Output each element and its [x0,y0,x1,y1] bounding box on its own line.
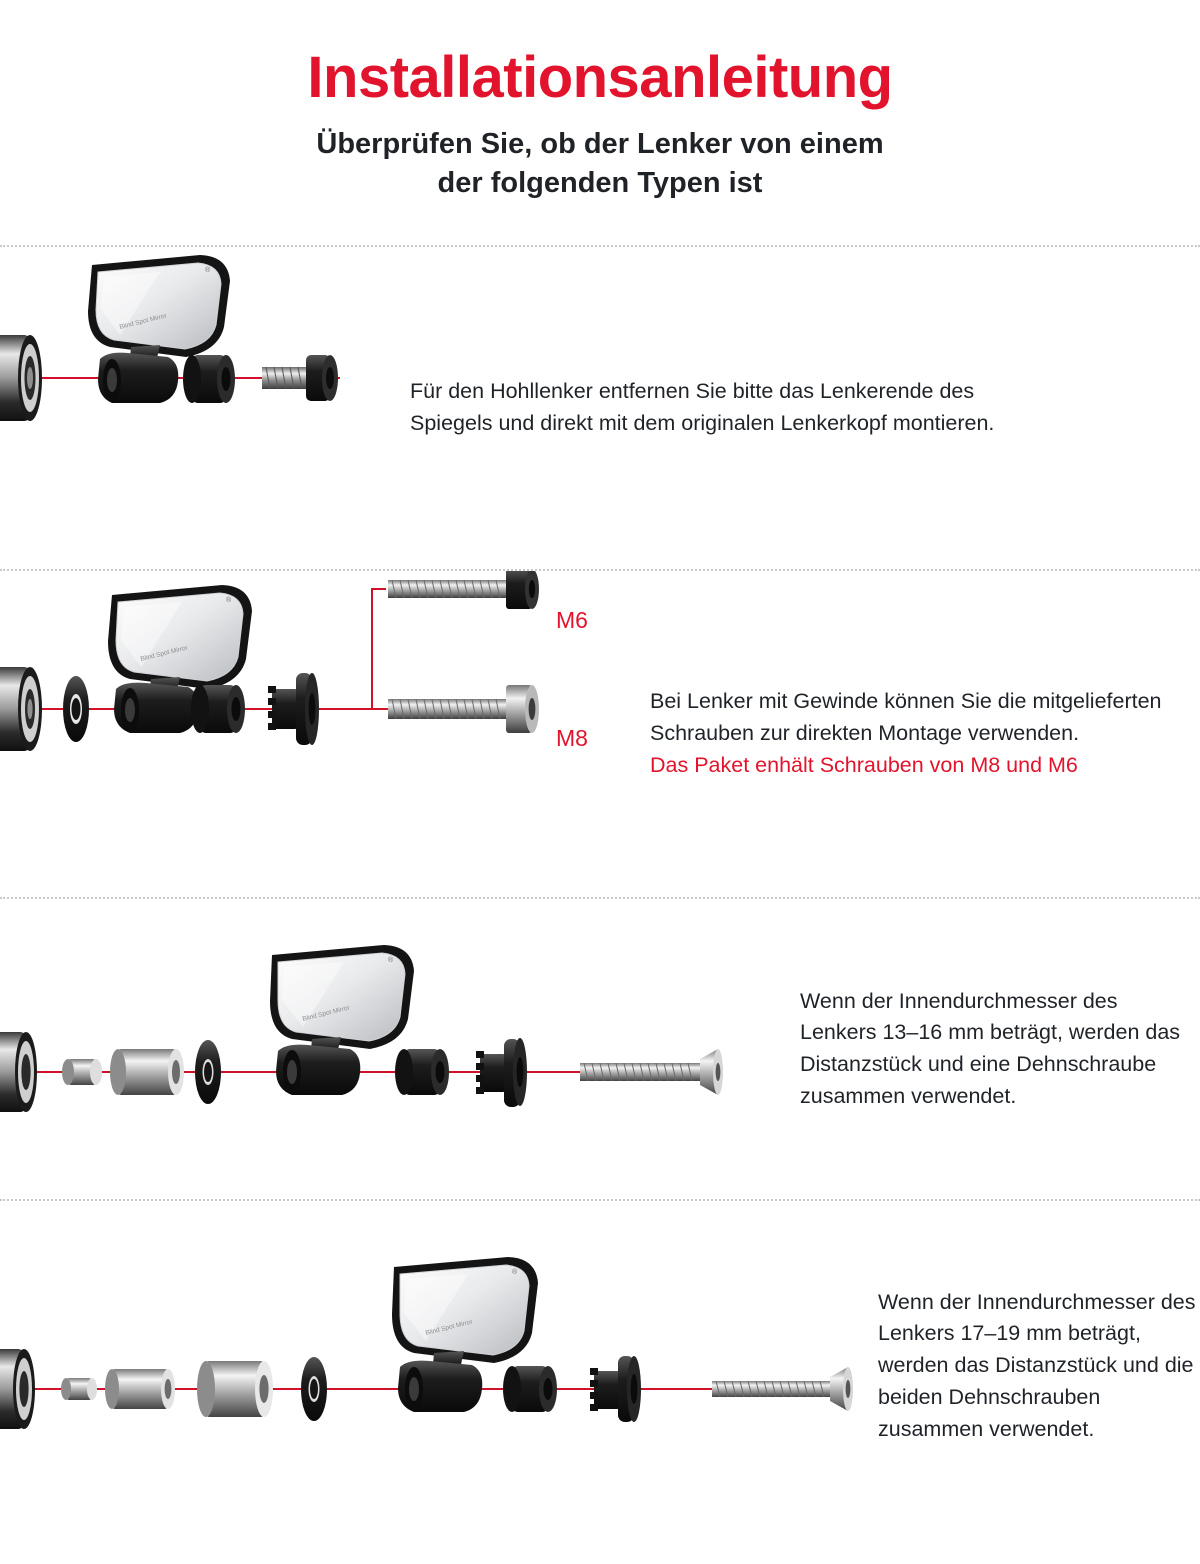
part-handlebar-tube [0,1349,35,1429]
exploded-view-2 [0,571,630,897]
svg-text:Blind Spot Mirror: Blind Spot Mirror [118,312,168,332]
svg-text:®: ® [512,1269,518,1277]
part-splined-adapter [268,673,319,745]
part-long-screw [712,1367,853,1411]
label-m6: M6 [556,607,588,634]
figure-threaded-handlebar [0,571,630,897]
section-hollow-handlebar [0,247,1200,569]
part-sleeve-small [105,1369,175,1409]
figure-inner-diameter-13-16 [0,899,790,1199]
svg-text:®: ® [226,597,232,605]
exploded-view-4 [0,1201,870,1531]
section-2-text [630,686,1170,781]
figure-hollow-handlebar [0,247,400,569]
part-bolt-m6 [388,571,539,609]
part-end-bolt [262,355,338,401]
section-4-text: Wenn der Innendurchmesser des Lenkers 17–19 mm beträgt, werden das Distanzstück und die beiden Dehnschrauben zusammen verwendet. [878,1289,1196,1441]
section-inner-diameter-17-19 [0,1201,1200,1531]
part-handlebar-tube [0,667,42,751]
part-spacer-ring [183,355,235,403]
section-1-text: Für den Hohllenker entfernen Sie bitte das Lenkerende des Spiegels und direkt mit dem originalen Lenkerkopf montieren. [410,379,995,436]
svg-text:Blind Spot Mirror: Blind Spot Mirror [139,644,189,664]
part-expansion-nut [62,1059,102,1085]
svg-text:Blind Spot Mirror: Blind Spot Mirror [424,1318,474,1338]
page-subtitle-line1: Überprüfen Sie, ob der Lenker von einem [316,127,884,160]
part-bolt-m8 [388,685,539,733]
section-3-text: Wenn der Innendurchmesser des Lenkers 13–16 mm beträgt, werden das Distanzstück und eine Dehnschraube zusammen verwendet. [800,988,1181,1108]
part-long-screw [580,1049,723,1095]
page-subtitle-line2: der folgenden Typen ist [437,167,763,200]
exploded-view-1 [0,247,400,569]
svg-text:Blind Spot Mirror: Blind Spot Mirror [301,1004,351,1024]
part-spacer-ring [395,1049,449,1095]
part-splined-adapter [590,1356,641,1422]
label-m8: M8 [556,725,588,752]
section-inner-diameter-13-16 [0,899,1200,1199]
part-sleeve-large [197,1361,273,1417]
page-subtitle [210,125,990,203]
figure-inner-diameter-17-19 [0,1201,870,1531]
page-header [0,0,1200,203]
part-washer [301,1357,327,1421]
svg-text:®: ® [205,267,211,275]
part-spacer-ring [503,1366,557,1412]
exploded-view-3 [0,899,790,1199]
part-handlebar-tube [0,335,42,421]
part-washer [195,1040,221,1104]
section-2-text-accent: Das Paket enhält Schrauben von M8 und M6 [650,753,1078,778]
part-washer [63,676,89,742]
part-splined-adapter [476,1038,527,1107]
part-sleeve [110,1049,184,1095]
section-2-text-main: Bei Lenker mit Gewinde können Sie die mitgelieferten Schrauben zur direkten Montage verwenden. [650,689,1162,746]
page-title: Installationsanleitung [307,45,893,110]
part-expansion-nut [61,1378,97,1400]
section-threaded-handlebar [0,571,1200,897]
part-spacer-ring [191,685,245,733]
svg-text:®: ® [388,957,394,965]
part-handlebar-tube [0,1032,37,1112]
